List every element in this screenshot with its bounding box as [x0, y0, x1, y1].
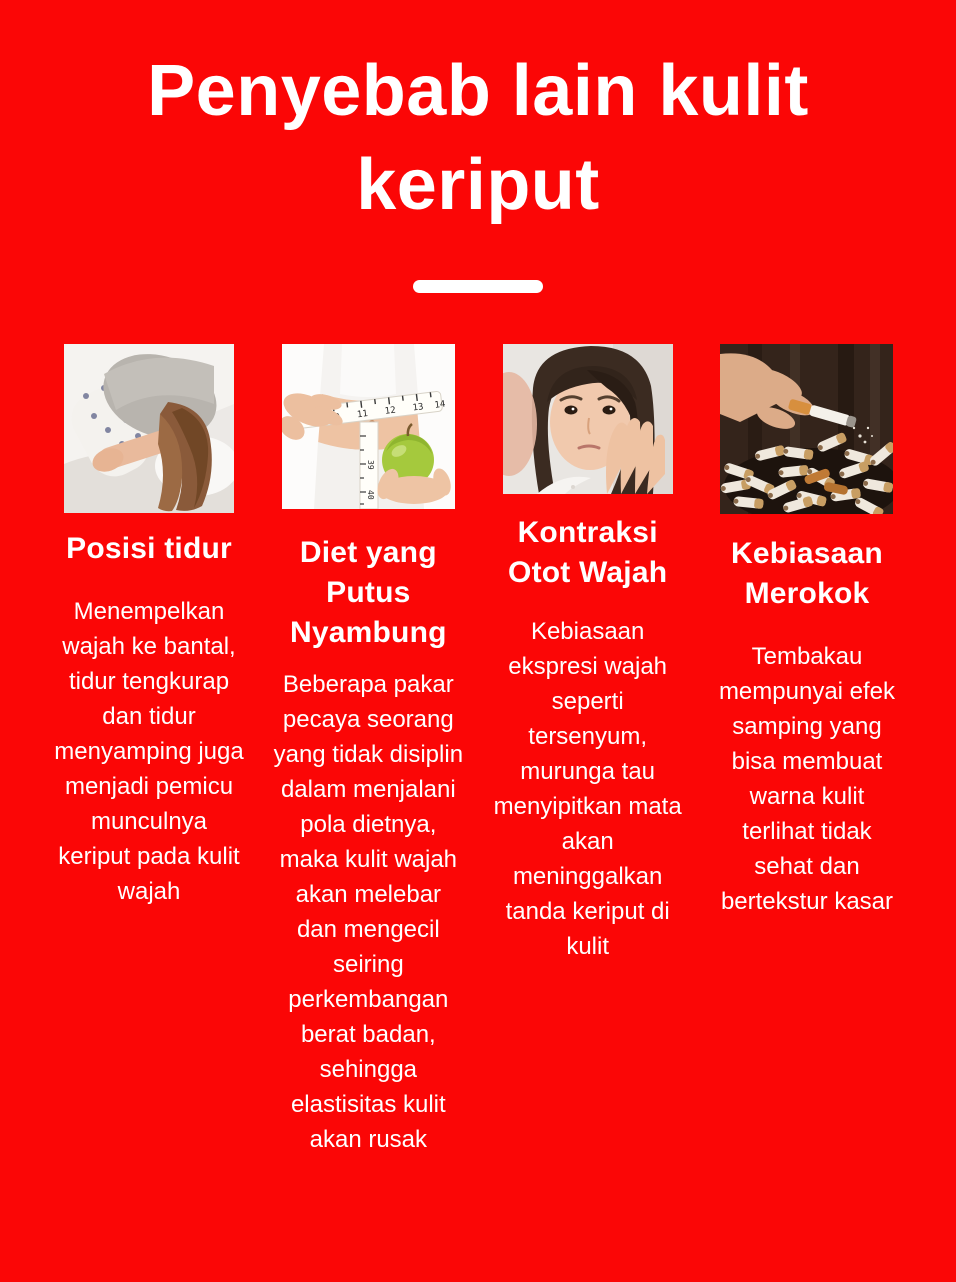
svg-text:40: 40	[365, 490, 375, 500]
column-diet-putus-nyambung	[273, 344, 463, 1157]
column-heading: Kebiasaan Merokok	[731, 537, 883, 610]
sleeping-woman-photo	[64, 344, 234, 513]
column-body: Kebiasaan ekspresi wajah seperti tersenyum, murunga tau menyipitkan mata akan meninggalkan tanda keriput di kulit	[493, 618, 682, 960]
column-heading: Kontraksi Otot Wajah	[508, 516, 668, 589]
svg-text:14: 14	[433, 399, 446, 411]
column-body: Beberapa pakar pecaya seorang yang tidak disiplin dalam menjalani pola dietnya, maka kulit wajah akan melebar dan mengecil seiring perkembangan berat badan, sehingga elastisitas kulit akan rusak	[273, 671, 464, 1153]
waist-measuring-tape-apple-photo	[282, 344, 455, 509]
woman-touching-face-photo	[503, 344, 673, 494]
svg-text:13: 13	[411, 402, 424, 414]
columns-row	[0, 344, 956, 1157]
column-kontraksi-otot-wajah	[493, 344, 683, 964]
column-heading: Posisi tidur	[66, 532, 232, 565]
cigarette-ashtray-photo	[720, 344, 893, 514]
page-title: Penyebab lain kulit keriput	[147, 51, 809, 225]
column-body: Tembakau mempunyai efek samping yang bisa membuat warna kulit terlihat tidak sehat dan bertekstur kasar	[718, 643, 896, 915]
column-heading: Diet yang Putus Nyambung	[290, 536, 447, 649]
column-body: Menempelkan wajah ke bantal, tidur tengkurap dan tidur menyamping juga menjadi pemicu munculnya keriput pada kulit wajah	[54, 598, 244, 905]
column-posisi-tidur	[54, 344, 244, 909]
title-divider	[413, 280, 543, 293]
svg-text:39: 39	[365, 460, 375, 470]
svg-text:12: 12	[384, 405, 397, 417]
svg-text:11: 11	[356, 409, 369, 421]
column-kebiasaan-merokok	[712, 344, 902, 919]
